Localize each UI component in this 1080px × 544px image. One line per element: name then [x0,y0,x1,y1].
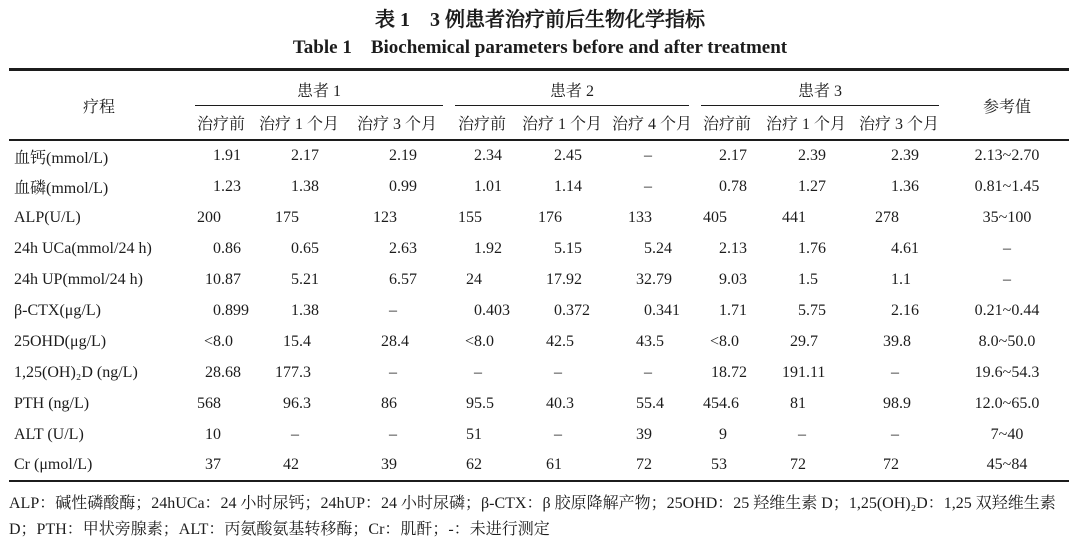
group-header-patient-1 [189,70,449,107]
value-cell: <8.0 [709,332,739,350]
row-label: PTH (ng/L) [14,394,90,412]
sub-header: 治疗 3 个月 [356,116,437,133]
value-cell: 9 [719,425,727,443]
value-cell: 2.45 [554,147,582,164]
value-cell: 2.63 [389,239,417,257]
value-cell: 1.36 [891,177,919,195]
value-cell: 72 [790,456,806,473]
value-cell: 39 [381,456,397,473]
value-cell: 2.34 [474,147,502,164]
value-cell: 39 [636,425,652,443]
table-row [9,419,1069,450]
value-cell: 1.23 [213,177,241,195]
value-cell: 0.372 [554,301,590,319]
table-row [9,295,1069,326]
sub-header: 治疗前 [457,116,506,133]
value-cell: 191.11 [782,363,826,381]
value-cell: 42.5 [546,332,574,350]
value-cell: 0.78 [719,177,747,195]
corner-header: 疗程 [82,98,115,116]
table-row [9,326,1069,357]
value-cell: 28.4 [381,332,409,350]
table-row [9,202,1069,233]
table-title-en: Table 1 Biochemical parameters before and after treatment [292,37,788,58]
value-cell: 2.39 [891,147,919,164]
reference-cell: 7~40 [990,425,1024,443]
value-cell: – [891,425,899,443]
value-cell: 405 [703,208,727,226]
value-cell: 1.91 [213,147,241,164]
value-cell: <8.0 [464,332,494,350]
value-cell: 96.3 [283,394,311,412]
table-body [9,140,1069,481]
row-label: ALT (U/L) [14,425,84,443]
value-cell: 2.19 [389,147,417,164]
value-cell: 176 [538,208,562,226]
value-cell: – [474,363,482,381]
value-cell: – [644,177,652,195]
reference-cell: 8.0~50.0 [978,332,1036,350]
value-cell: – [891,363,899,381]
reference-cell: 45~84 [986,456,1028,473]
table-row [9,140,1069,171]
value-cell: 2.16 [891,301,919,319]
value-cell: 2.17 [291,147,319,164]
value-cell: 81 [790,394,806,412]
value-cell: 1.38 [291,301,319,319]
group-header-patient-3 [695,70,945,107]
value-cell: 98.9 [883,394,911,412]
value-cell: 6.57 [389,270,417,288]
value-cell: 1.01 [474,177,502,195]
value-cell: 32.79 [636,270,672,288]
value-cell: 155 [458,208,482,226]
value-cell: 40.3 [546,394,574,412]
group-header-label: 患者 3 [701,71,939,106]
value-cell: 4.61 [891,239,919,257]
value-cell: 177.3 [275,363,311,381]
group-header-patient-2 [449,70,695,107]
row-label: 24h UP(mmol/24 h) [14,270,143,288]
paper-page [9,7,1071,543]
value-cell: 43.5 [636,332,664,350]
table-title-zh: 表 1 3 例患者治疗前后生物化学指标 [375,9,705,31]
table-row [9,388,1069,419]
group-header-label: 患者 2 [455,71,689,106]
reference-cell: – [1003,239,1011,257]
reference-cell: 35~100 [982,208,1032,226]
value-cell: 37 [205,456,221,473]
sub-header: 治疗 1 个月 [521,116,602,133]
table-row [9,450,1069,481]
value-cell: 17.92 [546,270,582,288]
value-cell: 1.27 [798,177,826,195]
value-cell: 133 [628,208,652,226]
value-cell: 1.38 [291,177,319,195]
row-label: 24h UCa(mmol/24 h) [14,239,152,257]
value-cell: 61 [546,456,562,473]
row-label: Cr (μmol/L) [14,456,93,473]
value-cell: 86 [381,394,397,412]
value-cell: 123 [373,208,397,226]
value-cell: 200 [197,208,221,226]
sub-header: 治疗 1 个月 [258,116,339,133]
value-cell: 2.17 [719,147,747,164]
value-cell: 9.03 [719,270,747,288]
value-cell: 175 [275,208,299,226]
value-cell: 2.13 [719,239,747,257]
value-cell: 0.341 [644,301,680,319]
value-cell: 10.87 [205,270,241,288]
biochemical-parameters-table [9,68,1069,482]
row-label: 25OHD(μg/L) [14,332,107,350]
group-header-label: 患者 1 [195,71,443,106]
value-cell: 1.14 [554,177,582,195]
value-cell: – [291,425,299,443]
value-cell: 2.39 [798,147,826,164]
value-cell: 1.76 [798,239,826,257]
value-cell: – [644,363,652,381]
table-footnote: ALP：碱性磷酸酶；24hUCa：24 小时尿钙；24hUP：24 小时尿磷；β-CTX：β 胶原降解产物；25OHD：25 羟维生素 D；1,25(OH)₂D：1,25 双羟维生素 D；PTH：甲状旁腺素；ALT：丙氨酸氨基转移酶；Cr：肌酐；-：未进行测定 [9,495,1056,538]
reference-cell: 12.0~65.0 [974,394,1040,412]
value-cell: – [389,363,397,381]
value-cell: 441 [782,208,806,226]
value-cell: – [389,301,397,319]
value-cell: 62 [466,456,482,473]
value-cell: 15.4 [283,332,311,350]
reference-cell: 0.81~1.45 [974,177,1040,195]
value-cell: 29.7 [790,332,818,350]
value-cell: 5.75 [798,301,826,319]
value-cell: – [554,425,562,443]
value-cell: 568 [197,394,221,412]
sub-header: 治疗前 [702,116,751,133]
reference-cell: – [1003,270,1011,288]
table-row [9,357,1069,388]
value-cell: 5.15 [554,239,582,257]
row-label: β-CTX(μg/L) [14,301,101,319]
value-cell: 1.1 [891,270,911,288]
row-label: ALP(U/L) [14,208,81,226]
value-cell: 0.65 [291,239,319,257]
value-cell: <8.0 [203,332,233,350]
value-cell: 1.5 [798,270,818,288]
value-cell: 5.21 [291,270,319,288]
value-cell: 28.68 [205,363,241,381]
value-cell: – [798,425,806,443]
table-head [9,70,1069,141]
value-cell: 53 [711,456,727,473]
reference-cell: 19.6~54.3 [974,363,1040,381]
reference-cell: 2.13~2.70 [974,147,1040,164]
value-cell: 72 [883,456,899,473]
value-cell: 454.6 [703,394,739,412]
row-label: 1,25(OH)₂D (ng/L) [14,363,138,381]
value-cell: 39.8 [883,332,911,350]
value-cell: 0.86 [213,239,241,257]
row-label: 血磷(mmol/L) [14,180,109,197]
reference-cell: 0.21~0.44 [974,301,1040,319]
value-cell: 72 [636,456,652,473]
value-cell: 55.4 [636,394,664,412]
value-cell: 278 [875,208,899,226]
table-row [9,264,1069,295]
table-row [9,233,1069,264]
table-row [9,171,1069,202]
value-cell: 51 [466,425,482,443]
value-cell: 0.403 [474,301,510,319]
sub-header: 治疗 1 个月 [765,116,846,133]
sub-header: 治疗 4 个月 [611,116,692,133]
row-label: 血钙(mmol/L) [14,149,109,167]
value-cell: 10 [205,425,221,443]
sub-header: 治疗前 [196,116,245,133]
sub-header: 治疗 3 个月 [858,116,939,133]
value-cell: 1.92 [474,239,502,257]
value-cell: – [389,425,397,443]
value-cell: – [554,363,562,381]
value-cell: 24 [466,270,482,288]
value-cell: 5.24 [644,239,672,257]
value-cell: – [644,147,652,164]
value-cell: 95.5 [466,394,494,412]
reference-header: 参考值 [982,98,1031,116]
value-cell: 0.899 [213,301,249,319]
value-cell: 42 [283,456,299,473]
value-cell: 18.72 [711,363,747,381]
value-cell: 1.71 [719,301,747,319]
value-cell: 0.99 [389,177,417,195]
